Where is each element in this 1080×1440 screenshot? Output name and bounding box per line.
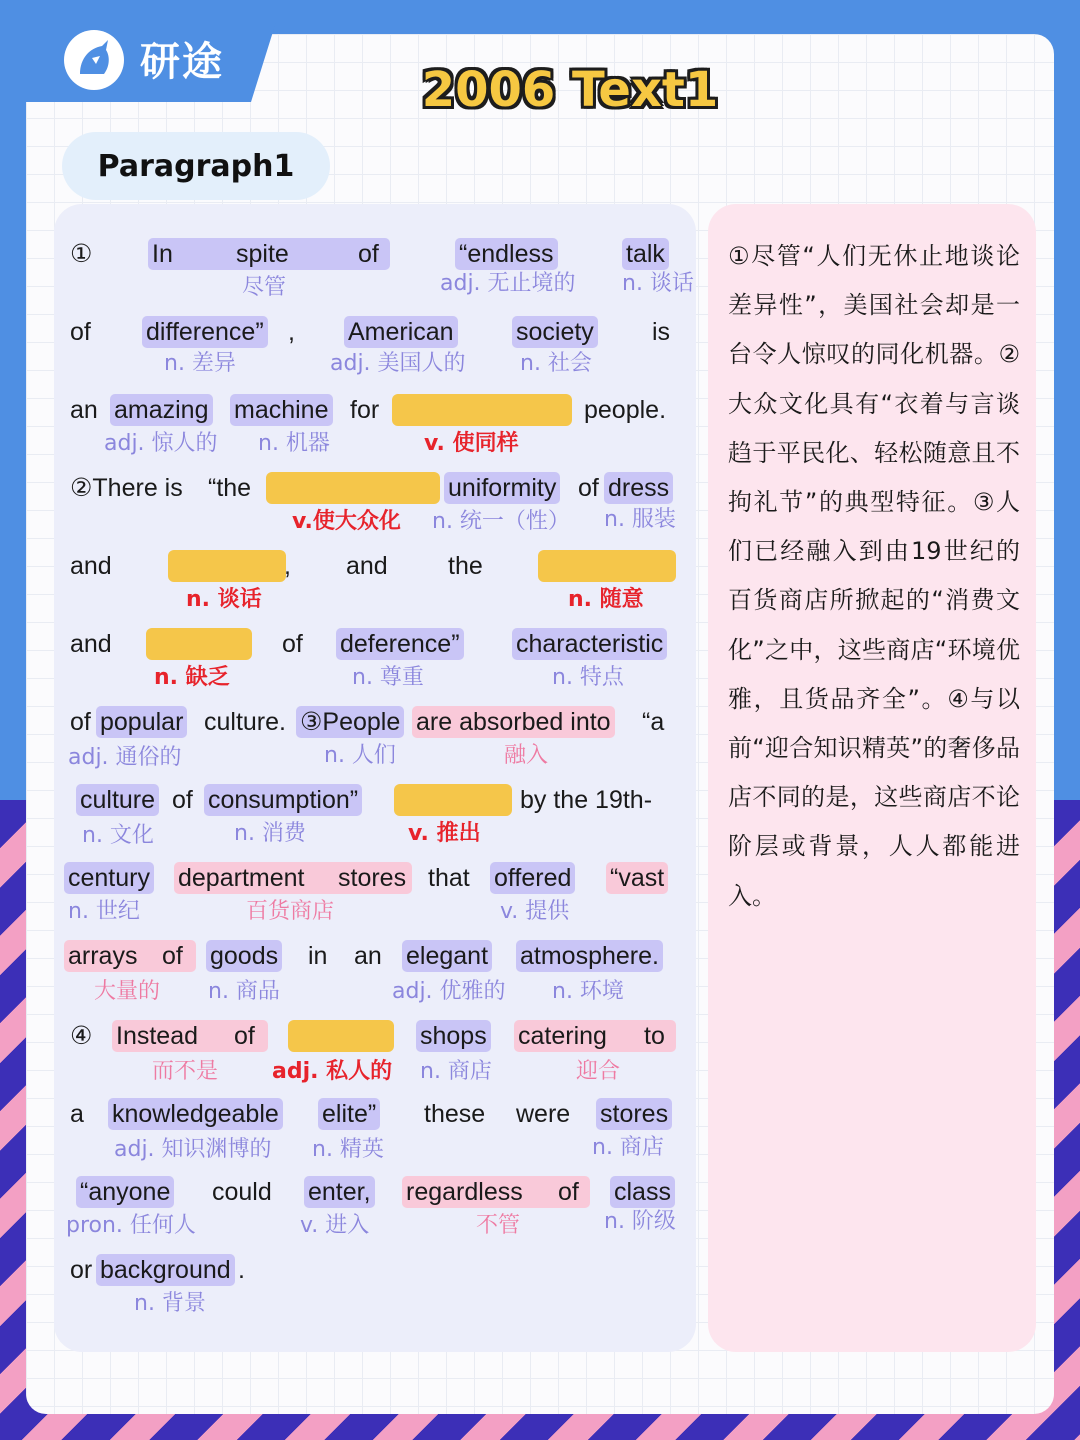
gloss: n. 商店	[420, 1059, 492, 1084]
word: characteristic	[512, 628, 667, 660]
answer-blank	[394, 784, 512, 816]
phrase-word	[64, 940, 196, 972]
gloss: 迎合	[576, 1059, 621, 1084]
gloss: adj. 知识渊博的	[114, 1137, 272, 1162]
phrase-word	[402, 1176, 590, 1208]
word: of	[578, 474, 599, 502]
phrase-word	[148, 238, 390, 270]
word: by the 19th-	[520, 786, 653, 814]
gloss: adj. 优雅的	[392, 979, 506, 1004]
word: in	[308, 942, 328, 970]
word: culture	[76, 784, 159, 816]
gloss: n. 差异	[164, 351, 236, 376]
word: elegant	[402, 940, 492, 972]
word: “anyone	[76, 1176, 174, 1208]
gloss: n. 消费	[234, 821, 306, 846]
word: American	[344, 316, 458, 348]
word: “a	[642, 708, 665, 736]
word: could	[212, 1178, 272, 1206]
answer-blank	[168, 550, 286, 582]
answer-gloss: v. 使同样	[424, 431, 519, 456]
gloss: n. 背景	[134, 1291, 206, 1316]
word: ,	[284, 552, 291, 580]
word: or	[70, 1256, 93, 1284]
phrase-word	[514, 1020, 676, 1052]
gloss: n. 社会	[520, 351, 592, 376]
word: a	[70, 1100, 84, 1128]
word: to	[644, 1022, 665, 1050]
answer-blank	[266, 472, 440, 504]
word: goods	[206, 940, 282, 972]
word: knowledgeable	[108, 1098, 283, 1130]
word: of	[358, 240, 379, 268]
word: background	[96, 1254, 235, 1286]
word: and	[70, 552, 112, 580]
word: of	[162, 942, 183, 970]
word: people.	[584, 396, 667, 424]
word: of	[172, 786, 193, 814]
word: of	[558, 1178, 579, 1206]
gloss: n. 环境	[552, 979, 624, 1004]
word: popular	[96, 706, 187, 738]
answer-blank	[288, 1020, 394, 1052]
word: spite	[236, 240, 289, 268]
word: of	[282, 630, 303, 658]
word: department	[178, 864, 305, 892]
sentence-marker: ①	[70, 240, 93, 268]
word: consumption”	[204, 784, 362, 816]
word: dress	[604, 472, 673, 504]
word: culture.	[204, 708, 286, 736]
word: the	[448, 552, 483, 580]
gloss: 而不是	[152, 1059, 219, 1084]
word: an	[354, 942, 382, 970]
answer-gloss: n. 缺乏	[154, 665, 230, 690]
answer-gloss: n. 谈话	[186, 587, 262, 612]
word: an	[70, 396, 98, 424]
word: catering	[518, 1022, 607, 1050]
answer-blank	[392, 394, 572, 426]
word: and	[70, 630, 112, 658]
word: ③People	[296, 706, 404, 738]
word: talk	[622, 238, 669, 270]
phrase-word	[174, 862, 412, 894]
word: shops	[416, 1020, 491, 1052]
gloss: 百货商店	[246, 899, 335, 924]
word: is	[652, 318, 671, 346]
gloss: n. 阶级	[604, 1209, 676, 1234]
gloss: adj. 无止境的	[440, 271, 576, 296]
word: ,	[288, 318, 295, 346]
word: difference”	[142, 316, 268, 348]
gloss: pron. 任何人	[66, 1213, 196, 1238]
gloss: n. 文化	[82, 823, 154, 848]
word: class	[610, 1176, 675, 1208]
gloss: n. 特点	[552, 665, 624, 690]
word: society	[512, 316, 598, 348]
word: regardless	[406, 1178, 523, 1206]
word: .	[238, 1256, 245, 1284]
gloss: v. 进入	[300, 1213, 370, 1238]
word: century	[64, 862, 154, 894]
gloss: adj. 通俗的	[68, 745, 182, 770]
gloss: adj. 美国人的	[330, 351, 466, 376]
word: were	[516, 1100, 571, 1128]
answer-gloss: v. 推出	[408, 821, 481, 846]
word: In	[152, 240, 173, 268]
brand-name: 研途	[140, 39, 224, 85]
word: ②There is	[70, 474, 183, 502]
phrase-word	[112, 1020, 268, 1052]
gloss: 融入	[504, 743, 549, 768]
answer-blank	[538, 550, 676, 582]
gloss: n. 服装	[604, 507, 676, 532]
word: elite”	[318, 1098, 380, 1130]
answer-gloss: n. 随意	[568, 587, 644, 612]
gloss: n. 精英	[312, 1137, 384, 1162]
gloss: n. 商品	[208, 979, 280, 1004]
word: for	[350, 396, 380, 424]
translation-text: ①尽管“人们无休止地谈论差异性”，美国社会却是一台令人惊叹的同化机器。②大众文化具有“衣着与言谈趋于平民化、轻松随意且不拘礼节”的典型特征。③人们已经融入到由19世纪的百货商店所掀起的“消费文化”之中，这些商店“环境优雅，且货品齐全”。④与以前“迎合知识精英”的奢侈品店不同的是，这些商店不论阶层或背景，人人都能进入。	[728, 242, 1020, 910]
answer-gloss: v.使大众化	[292, 509, 401, 534]
word: Instead	[116, 1022, 199, 1050]
word: that	[428, 864, 470, 892]
phrase-word: are absorbed into	[412, 706, 615, 738]
word: of	[70, 318, 91, 346]
sentence-marker: ④	[70, 1022, 93, 1050]
gloss: n. 人们	[324, 743, 396, 768]
word: “endless	[455, 238, 558, 270]
word: and	[346, 552, 388, 580]
word: “the	[208, 474, 252, 502]
word: enter,	[304, 1176, 375, 1208]
word: stores	[596, 1098, 672, 1130]
word: these	[424, 1100, 486, 1128]
word: machine	[230, 394, 333, 426]
word: “vast	[606, 862, 668, 894]
word: arrays	[68, 942, 138, 970]
word: atmosphere.	[516, 940, 663, 972]
word: amazing	[110, 394, 213, 426]
paragraph-label: Paragraph1	[62, 132, 330, 200]
answer-blank	[146, 628, 252, 660]
gloss: adj. 惊人的	[104, 431, 218, 456]
gloss: n. 统一（性）	[432, 509, 570, 534]
word: of	[70, 708, 91, 736]
gloss: n. 机器	[258, 431, 330, 456]
gloss: n. 谈话	[622, 271, 694, 296]
word: uniformity	[444, 472, 560, 504]
gloss: n. 世纪	[68, 899, 140, 924]
gloss: n. 商店	[592, 1135, 664, 1160]
gloss: 尽管	[242, 275, 287, 300]
word: deference”	[336, 628, 464, 660]
word: offered	[490, 862, 575, 894]
word: stores	[338, 864, 407, 892]
gloss: v. 提供	[500, 899, 570, 924]
gloss: n. 尊重	[352, 665, 424, 690]
unicorn-icon	[64, 30, 124, 90]
gloss: 大量的	[94, 979, 161, 1004]
word: of	[234, 1022, 255, 1050]
gloss: 不管	[476, 1213, 521, 1238]
page-title: 2006 Text1	[421, 62, 719, 118]
answer-gloss: adj. 私人的	[272, 1059, 393, 1084]
